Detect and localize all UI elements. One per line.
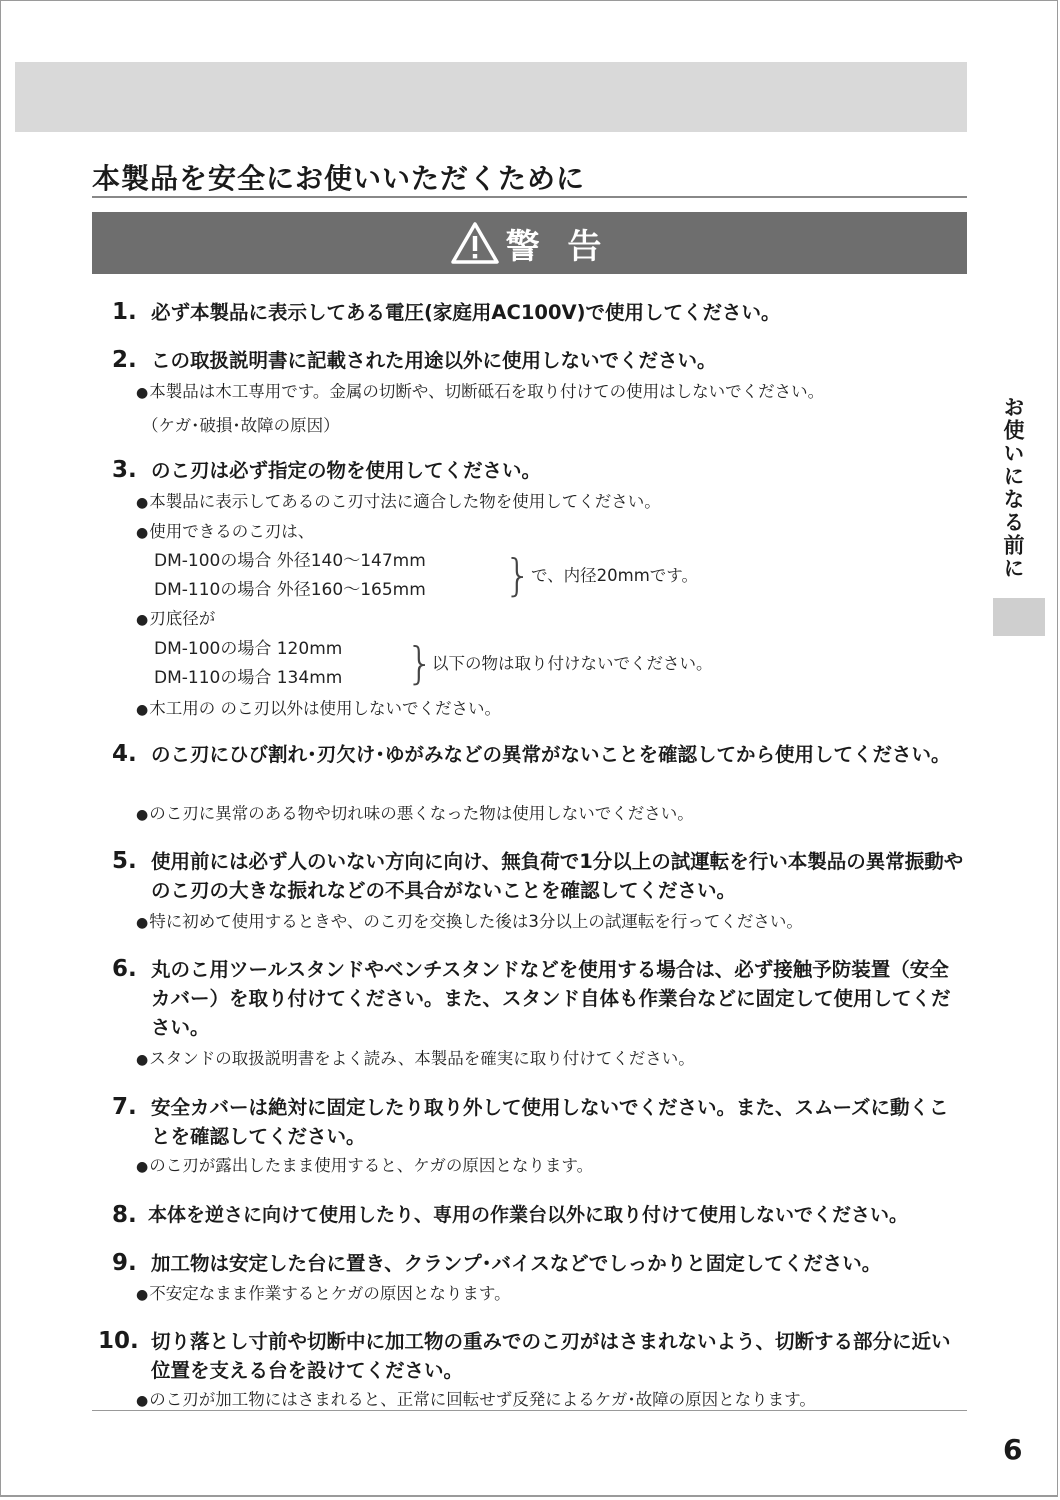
bullet-icon: ● bbox=[136, 385, 149, 401]
warning-banner bbox=[92, 212, 967, 274]
item-heading: のこ刃は必ず指定の物を使用してください。 bbox=[151, 459, 542, 482]
spec-line: DM-110の場合 外径160～165mm bbox=[154, 580, 426, 600]
item-note: ●のこ刃が加工物にはさまれると、正常に回転せず反発によるケガ･故障の原因となります。 bbox=[136, 1390, 816, 1409]
brace-icon: } bbox=[504, 550, 532, 601]
item-heading: 必ず本製品に表示してある電圧(家庭用AC100V)で使用してください。 bbox=[151, 301, 781, 324]
bullet-icon: ● bbox=[136, 1159, 149, 1175]
item-number: 6. bbox=[112, 956, 137, 982]
item-heading: 安全カバーは絶対に固定したり取り外して使用しないでください。また、スムーズに動くことを確認してください。 bbox=[151, 1096, 949, 1148]
spec-line: DM-100の場合 外径140～147mm bbox=[154, 551, 426, 571]
bullet-icon: ● bbox=[136, 495, 149, 511]
side-chapter-label: お使いになる前に bbox=[1001, 396, 1025, 580]
top-banner bbox=[15, 62, 967, 132]
item-note: ●不安定なまま作業するとケガの原因となります。 bbox=[136, 1284, 511, 1303]
item-heading: 丸のこ用ツールスタンドやベンチスタンドなどを使用する場合は、必ず接触予防装置（安全カバー）を取り付けてください。また、スタンド自体も作業台などに固定して使用してください。 bbox=[151, 958, 951, 1039]
item-note-sub: （ケガ･破損･故障の原因） bbox=[142, 416, 340, 435]
item-number: 2. bbox=[112, 347, 137, 373]
item-number: 5. bbox=[112, 848, 137, 874]
item-note: ●使用できるのこ刃は、 bbox=[136, 522, 315, 541]
item-heading: 切り落とし寸前や切断中に加工物の重みでのこ刃がはさまれないよう、切断する部分に近い位置を支える台を設けてください。 bbox=[151, 1330, 951, 1382]
item-number: 4. bbox=[112, 741, 137, 767]
item-heading: 使用前には必ず人のいない方向に向け、無負荷で1分以上の試運転を行い本製品の異常振動やのこ刃の大きな振れなどの不具合がないことを確認してください。 bbox=[151, 850, 964, 902]
item-note: ●本製品に表示してあるのこ刃寸法に適合した物を使用してください。 bbox=[136, 492, 661, 511]
spec-suffix: 以下の物は取り付けないでください。 bbox=[432, 654, 713, 673]
warning-triangle-icon bbox=[450, 221, 500, 265]
bottom-rule bbox=[92, 1410, 967, 1411]
item-note: ●のこ刃に異常のある物や切れ味の悪くなった物は使用しないでください。 bbox=[136, 804, 694, 823]
item-number: 3. bbox=[112, 457, 137, 483]
spec-line: DM-110の場合 134mm bbox=[154, 668, 343, 688]
bullet-icon: ● bbox=[136, 702, 149, 718]
section-title: 本製品を安全にお使いいただくために bbox=[92, 162, 586, 195]
bullet-icon: ● bbox=[136, 807, 149, 823]
item-note: ●本製品は木工専用です。金属の切断や、切断砥石を取り付けての使用はしないでください。 bbox=[136, 382, 825, 401]
item-heading: 加工物は安定した台に置き、クランプ･バイスなどでしっかりと固定してください。 bbox=[151, 1252, 882, 1275]
item-number: 9. bbox=[112, 1250, 137, 1276]
item-number: 8. bbox=[112, 1202, 137, 1228]
item-note: ●木工用の のこ刃以外は使用しないでください。 bbox=[136, 699, 501, 718]
item-note: ●スタンドの取扱説明書をよく読み、本製品を確実に取り付けてください。 bbox=[136, 1049, 695, 1068]
item-note: ●刃底径が bbox=[136, 609, 216, 628]
bullet-icon: ● bbox=[136, 612, 149, 628]
brace-icon: } bbox=[406, 638, 434, 689]
item-heading: 本体を逆さに向けて使用したり、専用の作業台以外に取り付けて使用しないでください。 bbox=[148, 1204, 909, 1226]
item-number: 10. bbox=[98, 1328, 139, 1354]
item-heading: のこ刃にひび割れ･刃欠け･ゆがみなどの異常がないことを確認してから使用してください。 bbox=[151, 743, 951, 766]
bullet-icon: ● bbox=[136, 1393, 149, 1409]
item-number: 7. bbox=[112, 1094, 137, 1120]
item-number: 1. bbox=[112, 299, 137, 325]
item-note: ●特に初めて使用するときや、のこ刃を交換した後は3分以上の試運転を行ってください。 bbox=[136, 912, 803, 931]
warning-label: 警 告 bbox=[505, 226, 610, 267]
bullet-icon: ● bbox=[136, 525, 149, 541]
spec-suffix: で、内径20mmです。 bbox=[531, 566, 698, 585]
title-rule bbox=[92, 196, 967, 198]
item-heading: この取扱説明書に記載された用途以外に使用しないでください。 bbox=[151, 349, 717, 372]
item-note: ●のこ刃が露出したまま使用すると、ケガの原因となります。 bbox=[136, 1156, 594, 1175]
page-number: 6 bbox=[1003, 1433, 1023, 1466]
spec-line: DM-100の場合 120mm bbox=[154, 639, 343, 659]
bullet-icon: ● bbox=[136, 1052, 149, 1068]
bullet-icon: ● bbox=[136, 915, 149, 931]
bullet-icon: ● bbox=[136, 1287, 149, 1303]
side-chapter-tab bbox=[993, 598, 1045, 636]
